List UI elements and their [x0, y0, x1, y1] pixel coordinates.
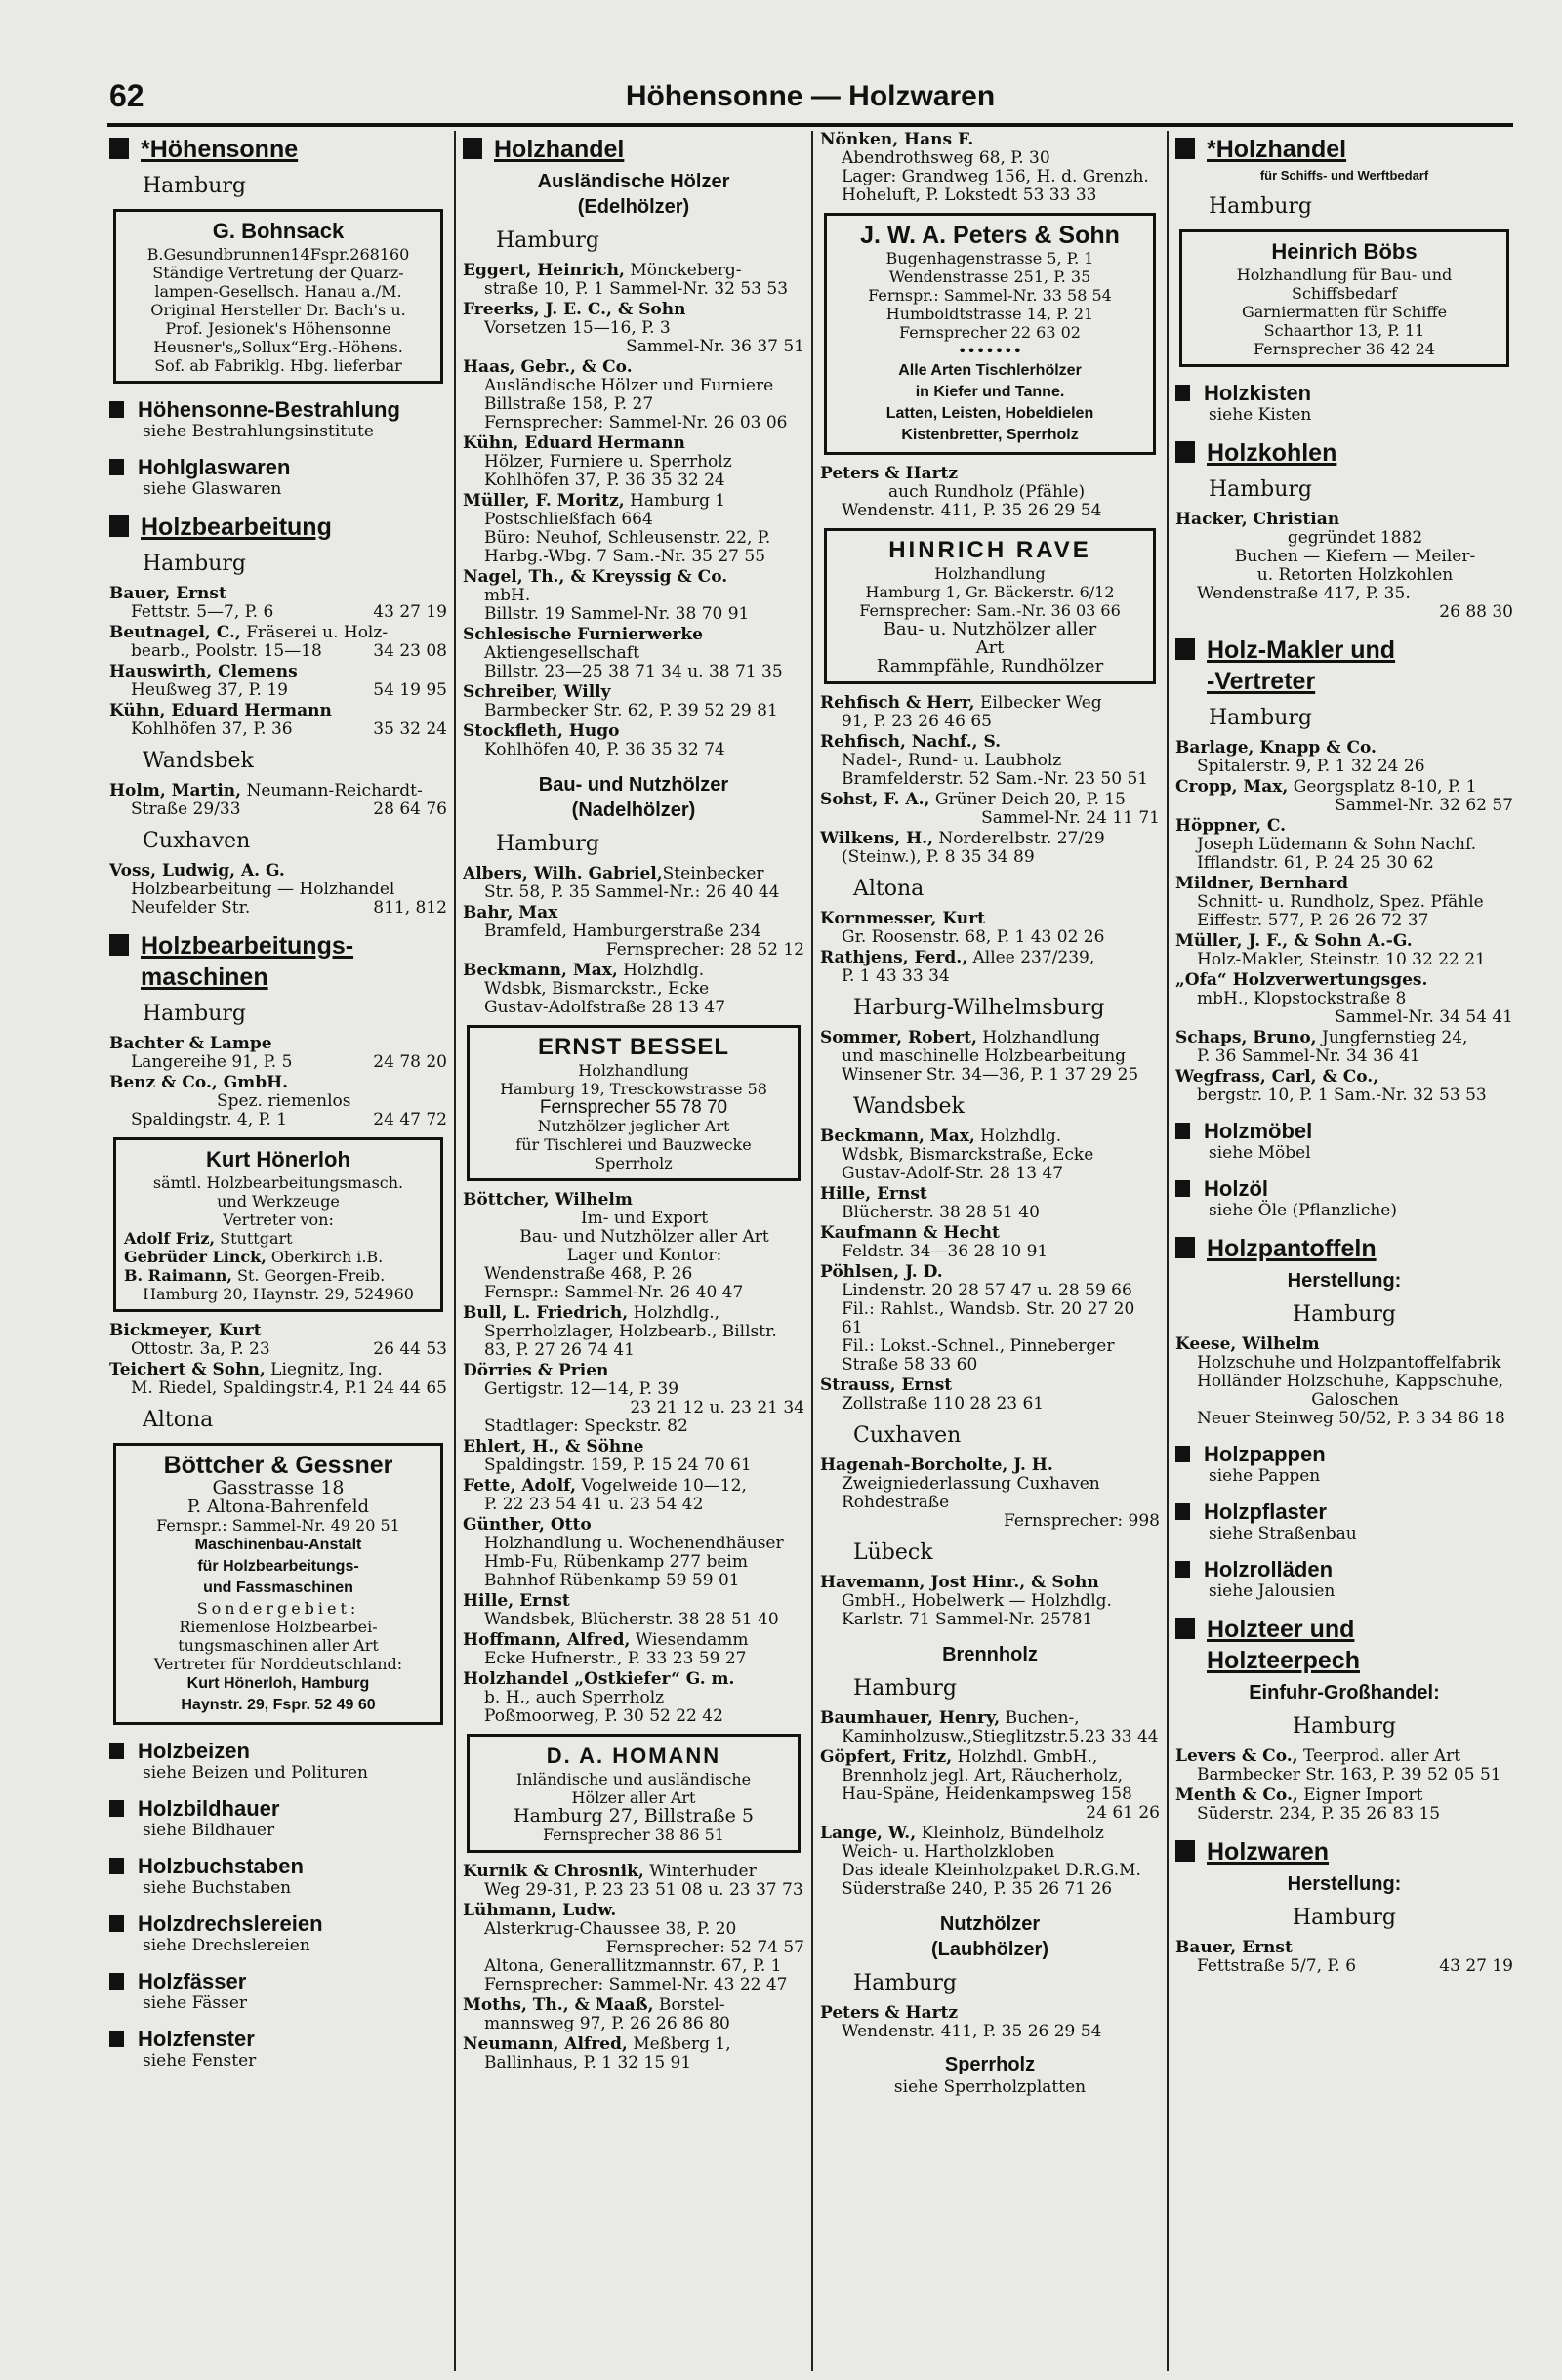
square-bullet-icon [109, 138, 129, 159]
square-bullet-icon [109, 515, 129, 537]
listing-entry: Neumann, Alfred, Meßberg 1, Ballinhaus, P. 1 32 15 91 [463, 2034, 731, 2072]
square-bullet-icon [1175, 385, 1190, 401]
cross-reference: siehe Jalousien [1209, 1581, 1336, 1601]
listing-entry: Schreiber, Willy Barmbecker Str. 62, P. 39 52 29 81 [463, 682, 778, 720]
cross-reference: siehe Bildhauer [143, 1821, 275, 1840]
listing-entry: Böttcher, Wilhelm Im- und Export Bau- und Nutzhölzer aller Art Lager und Kontor: Wendenstraße 468, P. 26 Fernspr.: Sammel-Nr. 26 40 47 [463, 1190, 769, 1302]
listing-entry: Teichert & Sohn, Liegnitz, Ing. M. Riedel, Spaldingstr.4, P.1 24 44 65 [109, 1360, 447, 1398]
category-heading: Holzmöbel [1175, 1119, 1513, 1144]
listing-entry: Wegfrass, Carl, & Co., bergstr. 10, P. 1 Sam.-Nr. 32 53 53 [1175, 1067, 1487, 1105]
city-heading: Lübeck [853, 1540, 933, 1565]
city-heading: Hamburg [1292, 1714, 1396, 1739]
square-bullet-icon [1175, 1180, 1190, 1197]
square-bullet-icon [1175, 1618, 1195, 1639]
ad-title: ERNST BESSEL [537, 1034, 730, 1060]
category-heading: Holzpantoffeln [1175, 1234, 1513, 1263]
ad-line: Heusner's„Sollux“Erg.-Höhens. [153, 338, 403, 356]
square-bullet-icon [109, 934, 129, 956]
square-bullet-icon [1175, 441, 1195, 463]
listing-entry: Höppner, C. Joseph Lüdemann & Sohn Nachf. Ifflandstr. 61, P. 24 25 30 62 [1175, 816, 1477, 873]
listing-entry: Bauer, Ernst Fettstr. 5—7, P. 6 43 27 19 [109, 584, 447, 622]
subheading: Brennholz [942, 1644, 1038, 1665]
listing-entry: Haas, Gebr., & Co. Ausländische Hölzer und Furniere Billstraße 158, P. 27 Fernsprecher: Sammel-Nr. 26 03 06 [463, 357, 788, 432]
listing-entry: Levers & Co., Teerprod. aller Art Barmbecker Str. 163, P. 39 52 05 51 [1175, 1746, 1501, 1785]
subheading: Herstellung: [1287, 1270, 1402, 1292]
subheading: (Nadelhölzer) [571, 800, 696, 821]
listing-entry: Sommer, Robert, Holzhandlung und maschinelle Holzbearbeitung Winsener Str. 34—36, P. 1 37 29 25 [820, 1028, 1139, 1085]
cross-reference: siehe Pappen [1209, 1466, 1321, 1486]
category-heading: Holzfässer [109, 1969, 447, 1994]
city-heading: Hamburg [1209, 477, 1313, 502]
listing-entry: Sohst, F. A., Grüner Deich 20, P. 15 Sammel-Nr. 24 11 71 [820, 790, 1160, 828]
city-heading: Hamburg [496, 228, 600, 253]
square-bullet-icon [1175, 638, 1195, 660]
cross-reference: siehe Beizen und Polituren [143, 1763, 368, 1783]
listing-entry: Peters & Hartz Wendenstr. 411, P. 35 26 29 54 [820, 2003, 1102, 2041]
square-bullet-icon [109, 1973, 124, 1990]
cross-reference: siehe Straßenbau [1209, 1524, 1357, 1543]
listing-entry: Hoffmann, Alfred, Wiesendamm Ecke Hufnerstr., P. 33 23 59 27 [463, 1630, 749, 1668]
column-divider [811, 131, 813, 2371]
square-bullet-icon [109, 1743, 124, 1759]
ad-title: G. Bohnsack [212, 219, 345, 243]
listing-entry: Schlesische Furnierwerke Aktiengesellschaft Billstr. 23—25 38 71 34 u. 38 71 35 [463, 625, 783, 681]
listing-entry: Kurnik & Chrosnik, Winterhuder Weg 29-31, P. 23 23 51 08 u. 23 37 73 [463, 1862, 803, 1900]
cross-reference: siehe Möbel [1209, 1143, 1311, 1163]
cross-reference: siehe Buchstaben [143, 1878, 292, 1898]
listing-entry: Rathjens, Ferd., Allee 237/239, P. 1 43 33 34 [820, 948, 1095, 986]
advertisement-boettcher-gessner: Böttcher & Gessner Gasstrasse 18 P. Altona-Bahrenfeld Fernspr.: Sammel-Nr. 49 20 51 Maschinenbau-Anstalt für Holzbearbeitungs- und Fassmaschinen Sondergebiet: Riemenlose Holzbearbei- tungsmaschinen aller Art Vertreter für Norddeutschland: Kurt Hönerloh, Hamburg Haynstr. 29, Fspr. 52 49 60 [113, 1443, 443, 1725]
city-heading: Hamburg [496, 832, 600, 856]
listing-entry: Müller, J. F., & Sohn A.-G. Holz-Makler, Steinstr. 10 32 22 21 [1175, 931, 1486, 969]
city-heading: Cuxhaven [143, 829, 251, 853]
ad-line: Original Hersteller Dr. Bach's u. [150, 301, 406, 319]
advertisement-bessel: ERNST BESSEL Holzhandlung Hamburg 19, Tresckowstrasse 58 Fernsprecher 55 78 70 Nutzhölzer jeglicher Art für Tischlerei und Bauzwecke Sperrholz [467, 1025, 801, 1181]
category-heading: Holzbeizen [109, 1739, 447, 1764]
advertisement-rave: HINRICH RAVE Holzhandlung Hamburg 1, Gr. Bäckerstr. 6/12 Fernsprecher: Sam.-Nr. 36 03 66 Bau- u. Nutzhölzer aller Art Rammpfähle, Rundhölzer [824, 528, 1156, 684]
listing-entry: Bachter & Lampe Langereihe 91, P. 5 24 78 20 [109, 1034, 447, 1072]
listing-entry: Lange, W., Kleinholz, Bündelholz Weich- u. Hartholzkloben Das ideale Kleinholzpaket D.R.G.M. Süderstraße 240, P. 35 26 71 26 [820, 1824, 1141, 1899]
city-heading: Hamburg [143, 552, 247, 576]
category-heading: Holzkohlen [1175, 438, 1513, 468]
page-title: Höhensonne — Holzwaren [625, 80, 996, 112]
listing-entry: Fette, Adolf, Vogelweide 10—12, P. 22 23 54 41 u. 23 54 42 [463, 1476, 747, 1514]
square-bullet-icon [463, 138, 482, 159]
square-bullet-icon [109, 1800, 124, 1817]
listing-entry: Pöhlsen, J. D. Lindenstr. 20 28 57 47 u. 28 59 66 Fil.: Rahlst., Wandsb. Str. 20 27 20 61 Fil.: Lokst.-Schnel., Pinneberger Straße 58 33 60 [820, 1262, 1135, 1375]
subheading: Ausländische Hölzer [537, 171, 730, 192]
subheading: Bau- und Nutzhölzer [538, 774, 729, 796]
category-heading: Holzkisten [1175, 381, 1513, 406]
ad-line: Sof. ab Fabriklg. Hbg. lieferbar [154, 356, 402, 375]
category-heading: Holzpappen [1175, 1442, 1513, 1467]
listing-entry: Baumhauer, Henry, Buchen-, Kaminholzusw.,Stieglitzstr.5.23 33 44 [820, 1708, 1159, 1746]
listing-entry: Hagenah-Borcholte, J. H. Zweigniederlassung Cuxhaven Rohdestraße Fernsprecher: 998 [820, 1456, 1160, 1531]
listing-entry: Göpfert, Fritz, Holzhdl. GmbH., Brennholz jegl. Art, Räucherholz, Hau-Späne, Heidenkampsweg 158 24 61 26 [820, 1747, 1160, 1823]
city-heading: Wandsbek [143, 749, 254, 773]
column-3 [820, 131, 1160, 2371]
listing-entry: Barlage, Knapp & Co. Spitalerstr. 9, P. 1 32 24 26 [1175, 738, 1425, 776]
square-bullet-icon [109, 401, 124, 418]
listing-entry: Hille, Ernst Wandsbek, Blücherstr. 38 28 51 40 [463, 1591, 779, 1629]
city-heading: Hamburg [1292, 1302, 1396, 1327]
city-heading: Hamburg [143, 174, 247, 198]
ad-title: Böttcher & Gessner [163, 1452, 393, 1479]
listing-entry: Wilkens, H., Norderelbstr. 27/29 (Steinw.), P. 8 35 34 89 [820, 829, 1105, 867]
listing-entry: Ehlert, H., & Söhne Spaldingstr. 159, P. 15 24 70 61 [463, 1437, 752, 1475]
page-header [107, 78, 1513, 127]
square-bullet-icon [109, 2031, 124, 2047]
category-heading-continued: -Vertreter [1207, 668, 1316, 695]
listing-entry: Schaps, Bruno, Jungfernstieg 24, P. 36 Sammel-Nr. 34 36 41 [1175, 1028, 1468, 1066]
listing-entry: Freerks, J. E. C., & Sohn Vorsetzen 15—16, P. 3 Sammel-Nr. 36 37 51 [463, 300, 804, 356]
cross-reference: siehe Fässer [143, 1993, 248, 2013]
category-heading: *Holzhandel [1175, 135, 1513, 164]
ad-title: J. W. A. Peters & Sohn [860, 222, 1120, 249]
ad-line: lampen-Gesellsch. Hanau a./M. [154, 282, 402, 301]
ad-title: D. A. HOMANN [546, 1744, 721, 1768]
category-heading: Holzdrechslereien [109, 1911, 447, 1937]
ad-title: Heinrich Böbs [1271, 239, 1418, 264]
ad-title: HINRICH RAVE [888, 537, 1091, 563]
ad-line: Prof. Jesionek's Höhensonne [165, 319, 391, 338]
listing-entry: Keese, Wilhelm Holzschuhe und Holzpantoffelfabrik Holländer Holzschuhe, Kappschuhe, Galoschen Neuer Steinweg 50/52, P. 3 34 86 18 [1175, 1334, 1505, 1428]
ad-line: Ständige Vertretung der Quarz- [152, 264, 404, 282]
cross-reference: siehe Drechslereien [143, 1936, 310, 1955]
ad-line: B.Gesundbrunnen14Fspr.268160 [146, 245, 410, 264]
cross-reference: siehe Fenster [143, 2051, 257, 2071]
listing-entry: Hauswirth, Clemens Heußweg 37, P. 19 54 19 95 [109, 662, 447, 700]
advertisement-homann: D. A. HOMANN Inländische und ausländische Hölzer aller Art Hamburg 27, Billstraße 5 Fernsprecher 38 86 51 [467, 1734, 801, 1853]
city-heading: Cuxhaven [853, 1423, 962, 1448]
subheading: Nutzhölzer [939, 1913, 1041, 1935]
listing-entry: Benz & Co., GmbH. Spez. riemenlos Spaldingstr. 4, P. 1 24 47 72 [109, 1073, 447, 1129]
city-heading: Hamburg [1209, 706, 1313, 730]
listing-entry: Kaufmann & Hecht Feldstr. 34—36 28 10 91 [820, 1223, 1048, 1261]
column-divider [454, 131, 456, 2371]
listing-entry: Kühn, Eduard Hermann Kohlhöfen 37, P. 36 35 32 24 [109, 701, 447, 739]
listing-entry: Rehfisch, Nachf., S. Nadel-, Rund- u. Laubholz Bramfelderstr. 52 Sam.-Nr. 23 50 51 [820, 732, 1149, 789]
category-heading-continued: Holzteerpech [1207, 1647, 1360, 1674]
cross-reference: siehe Öle (Pflanzliche) [1209, 1201, 1397, 1220]
listing-entry: Müller, F. Moritz, Hamburg 1 Postschließfach 664 Büro: Neuhof, Schleusenstr. 22, P. Harbg.-Wbg. 7 Sam.-Nr. 35 27 55 [463, 491, 771, 566]
page-number: 62 [109, 78, 144, 113]
listing-entry: Bickmeyer, Kurt Ottostr. 3a, P. 23 26 44 53 [109, 1321, 447, 1359]
listing-entry: Moths, Th., & Maaß, Borstel- mannsweg 97, P. 26 26 86 80 [463, 1995, 730, 2033]
category-subtitle: für Schiffs- und Werftbedarf [1259, 168, 1429, 183]
square-bullet-icon [1175, 1503, 1190, 1520]
category-heading: Hohlglaswaren [109, 455, 447, 480]
category-heading-continued: maschinen [141, 964, 268, 991]
listing-entry: Hacker, Christian gegründet 1882 Buchen — Kiefern — Meiler- u. Retorten Holzkohlen Wendenstraße 417, P. 35. 26 88 30 [1175, 510, 1513, 622]
city-heading: Hamburg [853, 1676, 958, 1701]
listing-entry: Albers, Wilh. Gabriel,Steinbecker Str. 58, P. 35 Sammel-Nr.: 26 40 44 [463, 864, 780, 902]
city-heading: Hamburg [1209, 194, 1313, 219]
listing-entry: Voss, Ludwig, A. G. Holzbearbeitung — Holzhandel Neufelder Str. 811, 812 [109, 861, 447, 918]
listing-entry: Beckmann, Max, Holzhdlg. Wdsbk, Bismarckstr., Ecke Gustav-Adolfstraße 28 13 47 [463, 961, 726, 1017]
listing-entry: Kornmesser, Kurt Gr. Roosenstr. 68, P. 1 43 02 26 [820, 909, 1105, 947]
square-bullet-icon [1175, 1123, 1190, 1139]
column-4 [1175, 131, 1513, 2371]
subheading: Herstellung: [1287, 1873, 1402, 1895]
advertisement-peters-sohn: J. W. A. Peters & Sohn Bugenhagenstrasse 5, P. 1 Wendenstrasse 251, P. 35 Fernspr.: Sammel-Nr. 33 58 54 Humboldtstrasse 14, P. 21 Fernsprecher 22 63 02 ••••••• Alle Arten Tischlerhölzer in Kiefer und Tanne. Latten, Leisten, Hobeldielen Kistenbretter, Sperrholz [824, 213, 1156, 455]
city-heading: Hamburg [853, 1971, 958, 1995]
category-heading: *Höhensonne [109, 135, 447, 164]
ad-title: Kurt Hönerloh [206, 1147, 350, 1171]
listing-entry: Beckmann, Max, Holzhdlg. Wdsbk, Bismarckstraße, Ecke Gustav-Adolf-Str. 28 13 47 [820, 1127, 1094, 1183]
listing-entry: Peters & Hartz auch Rundholz (Pfähle) Wendenstr. 411, P. 35 26 29 54 [820, 464, 1102, 520]
city-heading: Hamburg [1292, 1906, 1396, 1930]
advertisement-hoenerloh: Kurt Hönerloh sämtl. Holzbearbeitungsmasch. und Werkzeuge Vertreter von: Adolf Friz, Stuttgart Gebrüder Linck, Oberkirch i.B. B. Raimann, St. Georgen-Freib. Hamburg 20, Haynstr. 29, 524960 [113, 1137, 443, 1312]
subheading: (Laubhölzer) [931, 1939, 1048, 1960]
category-heading: Holzpflaster [1175, 1499, 1513, 1525]
category-heading: Holzbearbeitung [109, 513, 447, 542]
listing-entry: Nagel, Th., & Kreyssig & Co. mbH. Billstr. 19 Sammel-Nr. 38 70 91 [463, 567, 750, 624]
category-heading: Holz-Makler und [1175, 636, 1513, 665]
category-heading: Höhensonne-Bestrahlung [109, 397, 447, 423]
category-heading: Holzteer und [1175, 1615, 1513, 1644]
square-bullet-icon [109, 459, 124, 475]
listing-entry: „Ofa“ Holzverwertungsges. mbH., Klopstockstraße 8 Sammel-Nr. 34 54 41 [1175, 970, 1513, 1027]
listing-entry: Bull, L. Friedrich, Holzhdlg., Sperrholzlager, Holzbearb., Billstr. 83, P. 27 26 74 41 [463, 1303, 777, 1360]
category-heading: Holzöl [1175, 1176, 1513, 1202]
square-bullet-icon [109, 1858, 124, 1874]
square-bullet-icon [1175, 1840, 1195, 1862]
square-bullet-icon [109, 1915, 124, 1932]
listing-entry: Kühn, Eduard Hermann Hölzer, Furniere u. Sperrholz Kohlhöfen 37, P. 36 35 32 24 [463, 433, 732, 490]
cross-reference: siehe Bestrahlungsinstitute [143, 422, 374, 441]
listing-entry: Cropp, Max, Georgsplatz 8-10, P. 1 Sammel-Nr. 32 62 57 [1175, 777, 1513, 815]
listing-entry: Hille, Ernst Blücherstr. 38 28 51 40 [820, 1184, 1040, 1222]
listing-entry: Mildner, Bernhard Schnitt- u. Rundholz, Spez. Pfähle Eiffestr. 577, P. 26 26 72 37 [1175, 874, 1484, 930]
listing-entry: Holzhandel „Ostkiefer“ G. m. b. H., auch Sperrholz Poßmoorweg, P. 30 52 22 42 [463, 1669, 735, 1726]
category-heading: Holzbearbeitungs- [109, 931, 447, 961]
city-heading: Altona [853, 877, 925, 901]
category-heading: Holzbildhauer [109, 1796, 447, 1822]
listing-entry: Bauer, Ernst Fettstraße 5/7, P. 6 43 27 19 [1175, 1938, 1513, 1976]
listing-entry: Nönken, Hans F. Abendrothsweg 68, P. 30 Lager: Grandweg 156, H. d. Grenzh. Hoheluft, P. Lokstedt 53 33 33 [820, 131, 1149, 205]
square-bullet-icon [1175, 138, 1195, 159]
cross-reference: siehe Sperrholzplatten [893, 2077, 1087, 2097]
square-bullet-icon [1175, 1446, 1190, 1462]
listing-entry: Eggert, Heinrich, Mönckeberg- straße 10, P. 1 Sammel-Nr. 32 53 53 [463, 261, 789, 299]
listing-entry: Bahr, Max Bramfeld, Hamburgerstraße 234 Fernsprecher: 28 52 12 [463, 903, 804, 960]
category-heading: Holzwaren [1175, 1837, 1513, 1867]
subheading: (Edelhölzer) [577, 196, 690, 218]
advertisement-bohnsack [113, 209, 443, 384]
city-heading: Altona [143, 1408, 214, 1432]
category-heading: Holzfenster [109, 2027, 447, 2052]
city-heading: Hamburg [143, 1002, 247, 1026]
listing-entry: Rehfisch & Herr, Eilbecker Weg 91, P. 23 26 46 65 [820, 693, 1102, 731]
cross-reference: siehe Kisten [1209, 405, 1312, 425]
listing-entry: Strauss, Ernst Zollstraße 110 28 23 61 [820, 1375, 1045, 1414]
city-heading: Wandsbek [853, 1094, 965, 1119]
category-heading: Holzbuchstaben [109, 1854, 447, 1879]
listing-entry: Havemann, Jost Hinr., & Sohn GmbH., Hobelwerk — Holzhdlg. Karlstr. 71 Sammel-Nr. 25781 [820, 1573, 1112, 1629]
square-bullet-icon [1175, 1561, 1190, 1578]
subheading: Einfuhr-Großhandel: [1249, 1682, 1440, 1703]
listing-entry: Menth & Co., Eigner Import Süderstr. 234, P. 35 26 83 15 [1175, 1785, 1441, 1824]
category-heading: Holzrolläden [1175, 1557, 1513, 1582]
cross-reference: siehe Glaswaren [143, 479, 282, 499]
city-heading: Harburg-Wilhelmsburg [853, 996, 1105, 1020]
listing-entry: Dörries & Prien Gertigstr. 12—14, P. 39 23 21 12 u. 23 21 34 Stadtlager: Speckstr. 82 [463, 1361, 804, 1436]
category-heading: Holzhandel [463, 135, 804, 164]
square-bullet-icon [1175, 1237, 1195, 1258]
listing-entry: Günther, Otto Holzhandlung u. Wochenendhäuser Hmb-Fu, Rübenkamp 277 beim Bahnhof Rübenkamp 59 59 01 [463, 1515, 784, 1590]
column-1 [109, 131, 447, 2371]
listing-entry: Beutnagel, C., Fräserei u. Holz- bearb., Poolstr. 15—18 34 23 08 [109, 623, 447, 661]
column-2 [463, 131, 804, 2371]
listing-entry: Stockfleth, Hugo Kohlhöfen 40, P. 36 35 32 74 [463, 721, 725, 759]
column-divider [1167, 131, 1169, 2371]
advertisement-boebs: Heinrich Böbs Holzhandlung für Bau- und Schiffsbedarf Garniermatten für Schiffe Schaarthor 13, P. 11 Fernsprecher 36 42 24 [1179, 229, 1509, 367]
listing-entry: Holm, Martin, Neumann-Reichardt- Straße 29/33 28 64 76 [109, 781, 447, 819]
listing-entry: Lühmann, Ludw. Alsterkrug-Chaussee 38, P. 20 Fernsprecher: 52 74 57 Altona, Generallitzmannstr. 67, P. 1 Fernsprecher: Sammel-Nr. 43 22 47 [463, 1901, 804, 1994]
subheading: Sperrholz [944, 2054, 1036, 2075]
